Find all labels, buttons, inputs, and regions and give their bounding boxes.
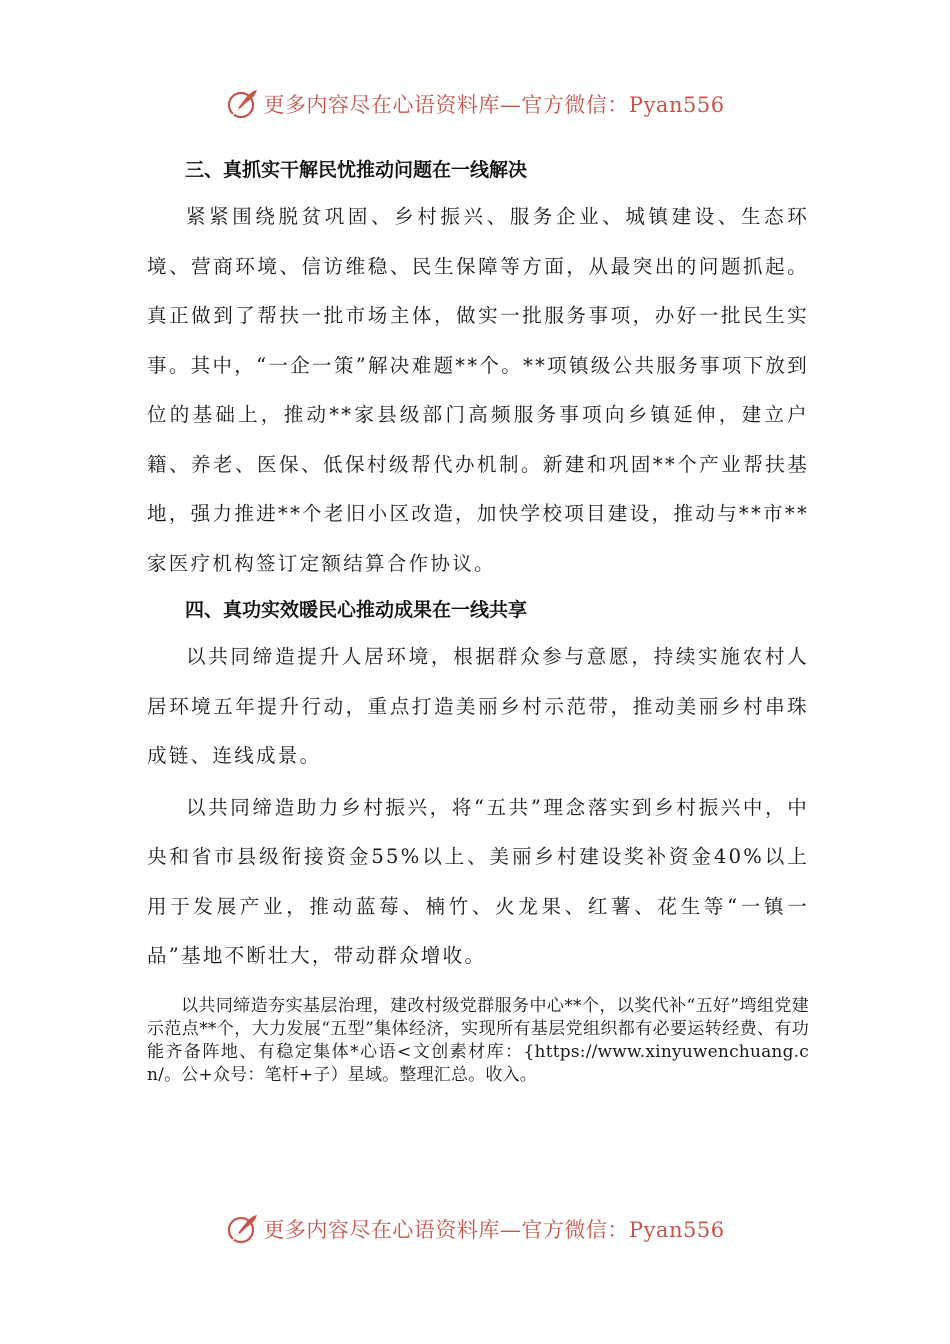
header-banner-text: 更多内容尽在心语资料库—官方微信：Pyan556	[263, 93, 725, 117]
footer-banner-text: 更多内容尽在心语资料库—官方微信：Pyan556	[263, 1218, 725, 1242]
section-4-paragraph-2: 以共同缔造助力乡村振兴，将“五共”理念落实到乡村振兴中，中央和省市县级衔接资金55%以上、美丽乡村建设奖补资金40%以上用于发展产业，推动蓝莓、楠竹、火龙果、红薯、花生等“一镇一品”基地不断壮大，带动群众增收。	[147, 795, 809, 967]
section-4-paragraph-3: 以共同缔造夯实基层治理，建改村级党群服务中心**个，以奖代补“五好”塆组党建示范点**个，大力发展“五型”集体经济，实现所有基层党组织都有必要运转经费、有功能齐备阵地、有稳定集体*心语<文创素材库：{https://www.xinyuwenchuang.cn/。公+众号：笔杆+子）星域。整理汇总。收入。	[147, 995, 809, 1085]
footer-banner	[0, 1209, 950, 1249]
section-4-heading: 四、真功实效暖民心推动成果在一线共享	[185, 599, 528, 621]
section-4-paragraph-1: 以共同缔造提升人居环境，根据群众参与意愿，持续实施农村人居环境五年提升行动，重点打造美丽乡村示范带，推动美丽乡村串珠成链、连线成景。	[147, 645, 809, 767]
section-3-paragraph: 紧紧围绕脱贫巩固、乡村振兴、服务企业、城镇建设、生态环境、营商环境、信访维稳、民生保障等方面，从最突出的问题抓起。真正做到了帮扶一批市场主体，做实一批服务事项，办好一批民生实事。其中，“一企一策”解决难题**个。**项镇级公共服务事项下放到位的基础上，推动**家县级部门高频服务事项向乡镇延伸，建立户籍、养老、医保、低保村级帮代办机制。新建和巩固**个产业帮扶基地，强力推进**个老旧小区改造，加快学校项目建设，推动与**市**家医疗机构签订定额结算合作协议。	[147, 205, 809, 575]
document-body	[147, 150, 809, 1087]
quill-pen-icon	[225, 87, 259, 121]
quill-pen-icon	[225, 1212, 259, 1246]
header-banner	[0, 84, 950, 124]
section-3-heading: 三、真抓实干解民忧推动问题在一线解决	[185, 159, 528, 181]
